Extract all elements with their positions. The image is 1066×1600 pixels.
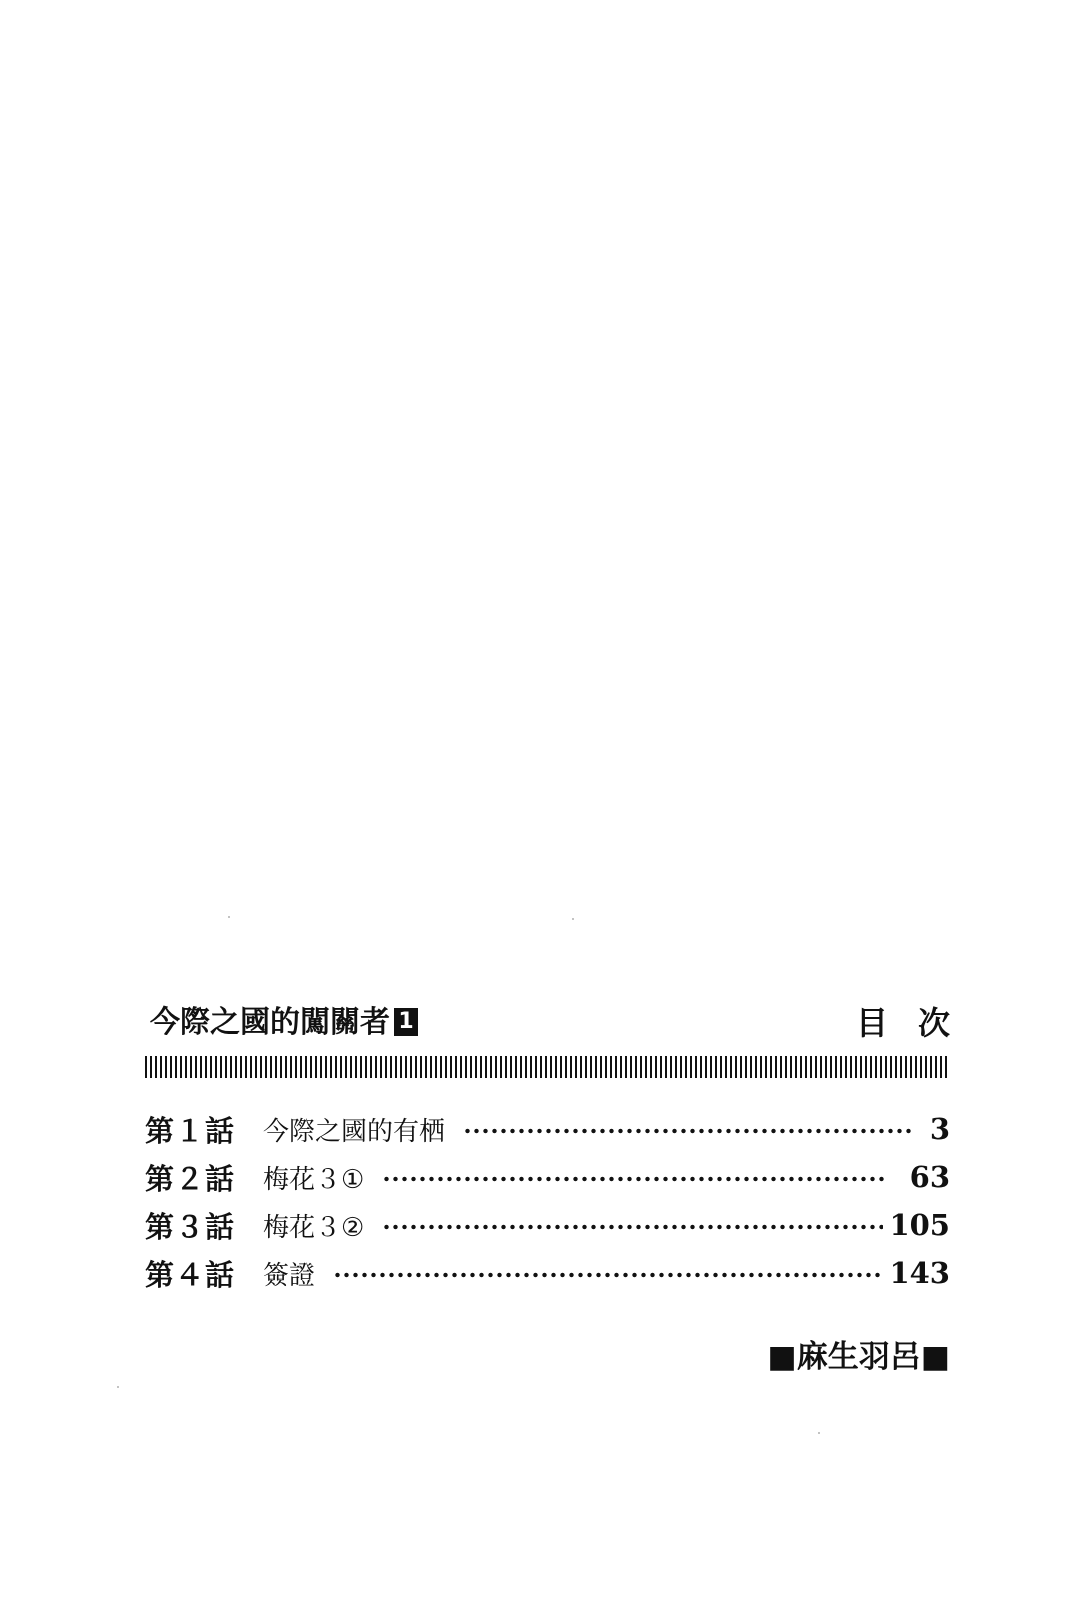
chapter-title: 梅花３② [263,1212,365,1243]
chapter-label: 第３話 [145,1209,236,1244]
book-title [150,1000,418,1046]
print-speck [572,918,574,920]
toc-list [145,1105,950,1297]
author-credit: ■麻生羽呂■ [767,1339,950,1375]
chapter-title: 今際之國的有栖 [263,1116,446,1147]
toc-entry [145,1105,950,1153]
toc-entry [145,1201,950,1249]
dot-leader [333,1272,883,1278]
page-number: 143 [889,1256,950,1290]
decorative-rule [145,1056,950,1078]
toc-entry [145,1249,950,1297]
print-speck [818,1432,820,1434]
chapter-label: 第２話 [145,1161,236,1196]
book-title-text: 今際之國的闖關者 [150,1005,390,1040]
dot-leader [382,1224,883,1230]
toc-header [145,1000,980,1050]
page-number: 63 [909,1160,950,1194]
toc-heading: 目次 [855,1004,980,1042]
chapter-title: 簽證 [263,1260,316,1291]
chapter-label: 第４話 [145,1257,236,1292]
dot-leader [463,1128,914,1134]
page-number: 3 [929,1112,950,1146]
chapter-title: 梅花３① [263,1164,365,1195]
dot-leader [382,1176,883,1182]
print-speck [228,916,230,918]
volume-badge: 1 [394,1008,418,1036]
print-speck [117,1386,119,1388]
chapter-label: 第１話 [145,1113,236,1148]
toc-entry [145,1153,950,1201]
page-number: 105 [889,1208,950,1242]
